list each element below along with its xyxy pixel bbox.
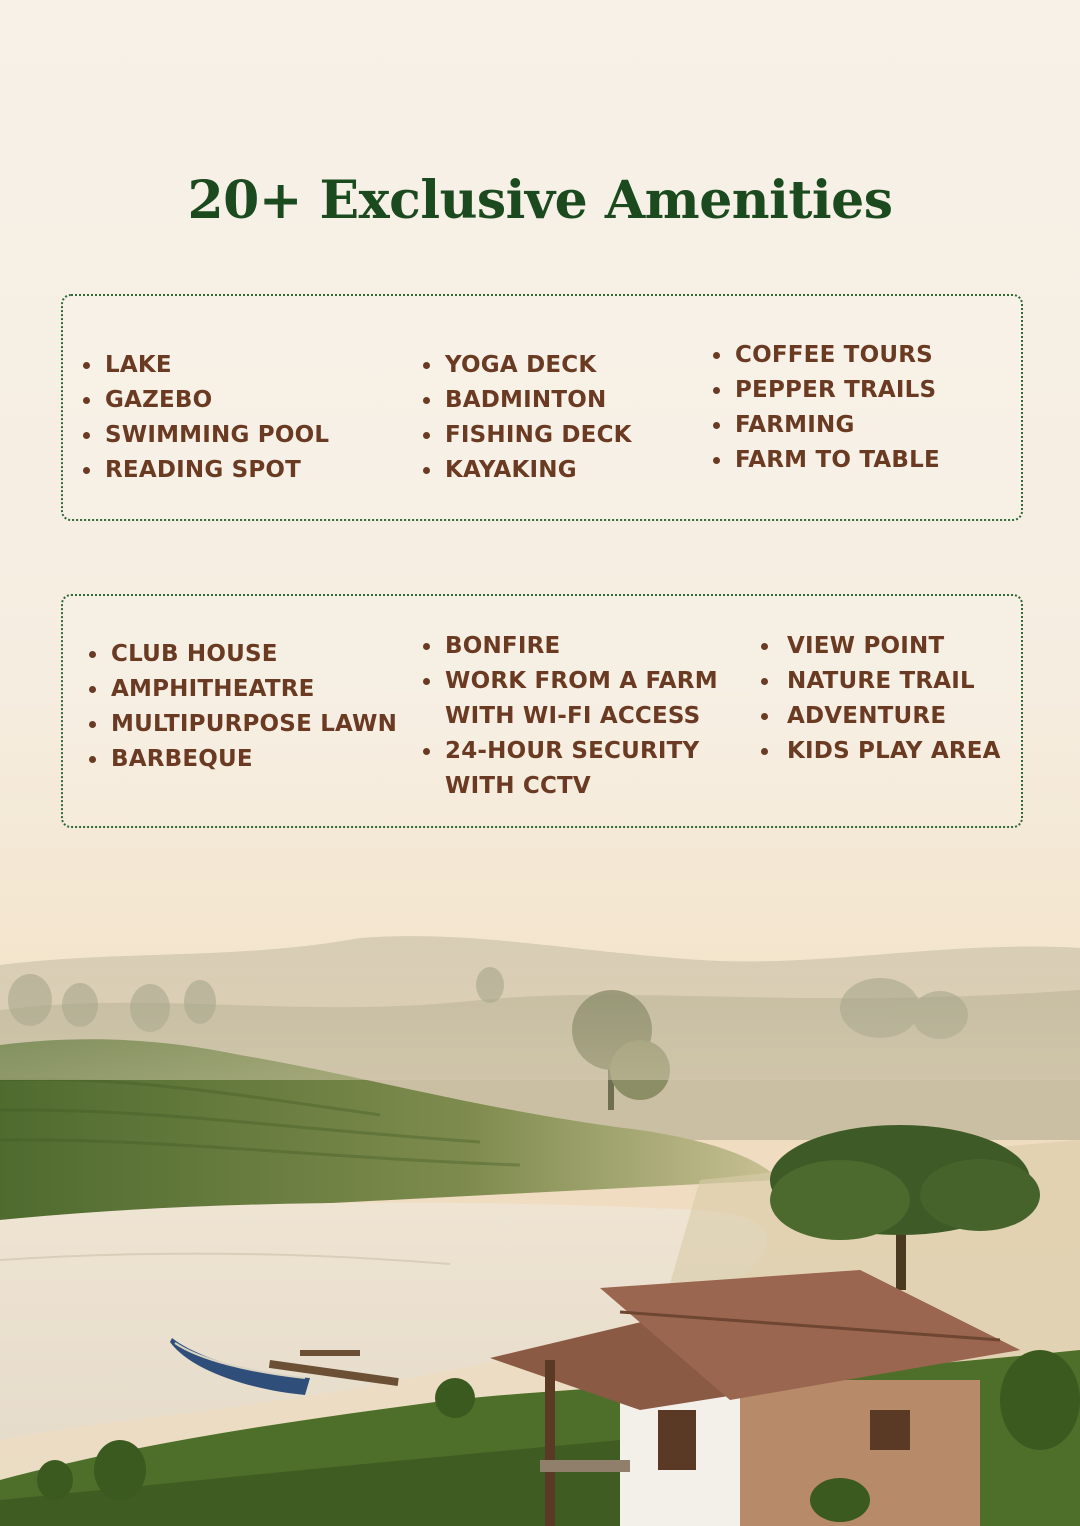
amenities-box-2	[61, 594, 1023, 828]
amenity-item: FARM TO TABLE	[713, 443, 940, 478]
amenity-item: PEPPER TRAILS	[713, 373, 940, 408]
amenity-item	[423, 734, 718, 804]
amenity-item: AMPHITHEATRE	[89, 672, 397, 707]
amenity-item-line: WORK FROM A FARM	[445, 668, 718, 694]
amenity-item: ADVENTURE	[759, 699, 1001, 734]
landscape-illustration	[0, 880, 1080, 1526]
amenities-column	[423, 629, 718, 804]
page-title: 20+ Exclusive Amenities	[187, 170, 893, 231]
amenity-item-line: WITH CCTV	[445, 773, 591, 799]
amenity-item: GAZEBO	[83, 383, 329, 418]
amenity-item: BARBEQUE	[89, 742, 397, 777]
amenities-column	[83, 348, 329, 488]
amenities-column	[759, 629, 1001, 769]
amenity-item: LAKE	[83, 348, 329, 383]
amenity-item: KIDS PLAY AREA	[759, 734, 1001, 769]
amenity-item: READING SPOT	[83, 453, 329, 488]
amenity-item: KAYAKING	[423, 453, 632, 488]
amenity-item-line: 24-HOUR SECURITY	[445, 738, 700, 764]
amenity-item: VIEW POINT	[759, 629, 1001, 664]
amenity-item: YOGA DECK	[423, 348, 632, 383]
amenities-box-1	[61, 294, 1023, 521]
amenity-item: FISHING DECK	[423, 418, 632, 453]
amenity-item: COFFEE TOURS	[713, 338, 940, 373]
amenity-item: SWIMMING POOL	[83, 418, 329, 453]
amenity-item-line: WITH WI-FI ACCESS	[445, 703, 701, 729]
amenity-item: NATURE TRAIL	[759, 664, 1001, 699]
amenity-item: BONFIRE	[423, 629, 718, 664]
amenity-item: MULTIPURPOSE LAWN	[89, 707, 397, 742]
amenity-item: FARMING	[713, 408, 940, 443]
amenity-item: CLUB HOUSE	[89, 637, 397, 672]
amenities-column	[89, 637, 397, 777]
amenities-column	[423, 348, 632, 488]
amenity-item: BADMINTON	[423, 383, 632, 418]
amenities-column	[713, 338, 940, 478]
amenity-item	[423, 664, 718, 734]
